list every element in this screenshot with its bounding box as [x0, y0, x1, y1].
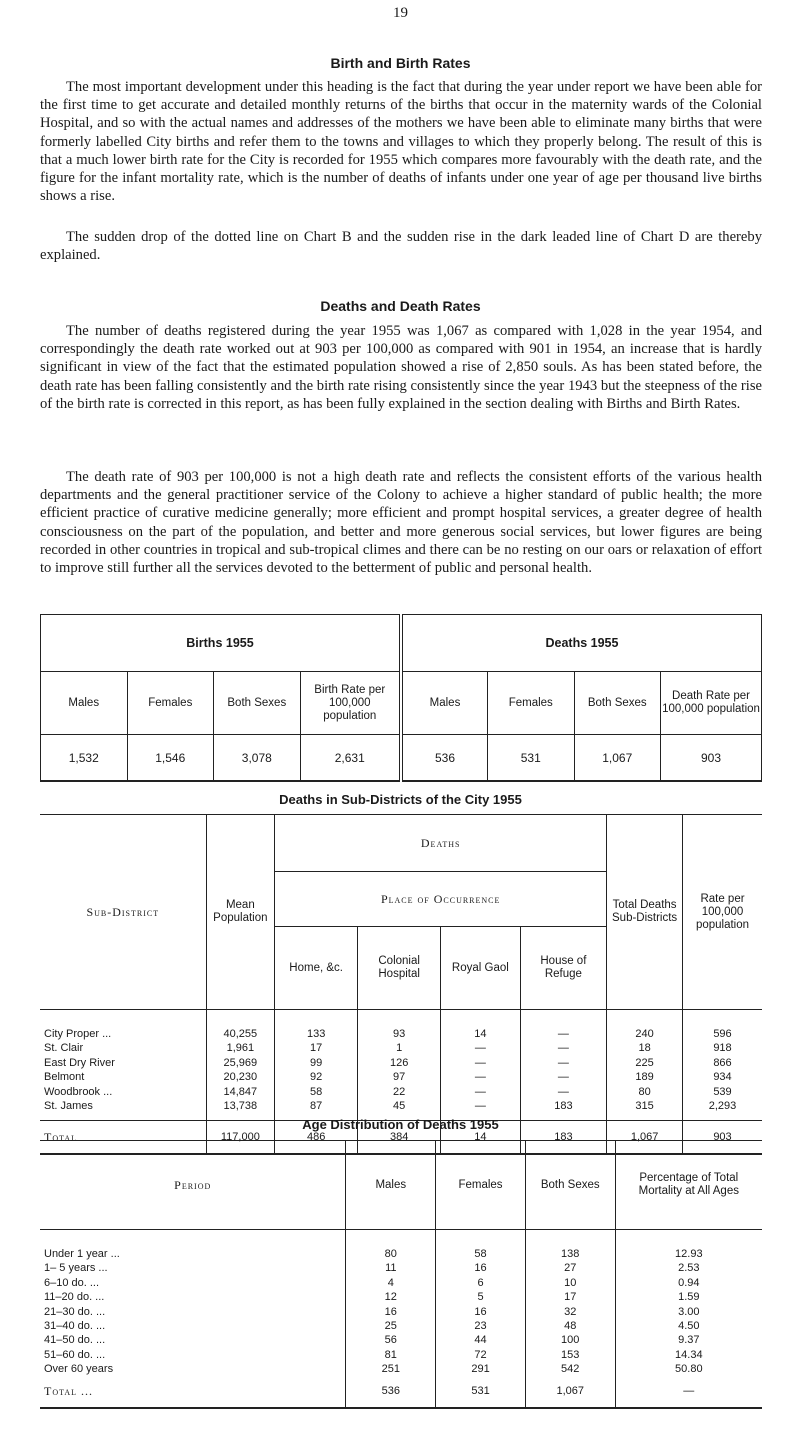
table-cell: 12.93 [615, 1230, 762, 1262]
table-cell: — [441, 1099, 520, 1121]
column-header: Both Sexes [214, 672, 301, 735]
table-cell: 14.34 [615, 1348, 762, 1362]
column-header: House of Refuge [520, 927, 607, 1010]
column-header: Males [401, 672, 488, 735]
table-cell: 72 [436, 1348, 526, 1362]
table-cell: 13,738 [206, 1099, 275, 1121]
row-label: Total ... [40, 1377, 346, 1408]
table-cell: 1,067 [525, 1377, 615, 1408]
table-cell: 542 [525, 1362, 615, 1376]
column-header: Sub-District [40, 815, 206, 1010]
table-total-row [40, 1377, 762, 1408]
paragraph: The death rate of 903 per 100,000 is not a high death rate and reflects the consistent efforts of the various health departments and the general practitioner service of the Colony to achieve a higher standard of public health; the more efficient practice of curative medicine generally; more efficient and prompt hospital services, a greater degree of health consciousness on the part of the population, and better and more generous social services, but lower figures are being recorded in other countries in tropical and sub-tropical climes and there can be no resting on our oars or relaxation of effort to improve still further all the services devoted to the betterment of public and personal health. [40, 469, 762, 577]
column-header: Females [127, 672, 214, 735]
table-cell: 486 [275, 1121, 358, 1155]
table-row [40, 1041, 762, 1055]
column-header: Females [436, 1141, 526, 1230]
table-cell: 99 [275, 1056, 358, 1070]
table-cell: 10 [525, 1276, 615, 1290]
column-header: Percentage of Total Mortality at All Ages [615, 1141, 762, 1230]
table-cell: 153 [525, 1348, 615, 1362]
table-cell: 14 [441, 1121, 520, 1155]
table-cell: 3,078 [214, 735, 301, 782]
table-cell: 16 [346, 1305, 436, 1319]
column-header: Royal Gaol [441, 927, 520, 1010]
table-cell: 11 [346, 1261, 436, 1275]
table-cell: 183 [520, 1099, 607, 1121]
row-label: 51–60 do. ... [40, 1348, 346, 1362]
table-cell: 20,230 [206, 1070, 275, 1084]
births-group-header: Births 1955 [41, 615, 401, 672]
row-label: 41–50 do. ... [40, 1333, 346, 1347]
table-cell: 1,546 [127, 735, 214, 782]
table-cell: 531 [436, 1377, 526, 1408]
table-cell: 12 [346, 1290, 436, 1304]
table-caption-subdistricts: Deaths in Sub-Districts of the City 1955 [279, 792, 522, 807]
table-cell: 4 [346, 1276, 436, 1290]
age-distribution-table [40, 1140, 762, 1409]
table-cell: 117,000 [206, 1121, 275, 1155]
table-cell: 240 [607, 1010, 683, 1042]
row-label: St. James [40, 1099, 206, 1121]
table-cell: 536 [401, 735, 488, 782]
table-cell: — [520, 1056, 607, 1070]
table-cell: 2,631 [300, 735, 401, 782]
table-cell: 531 [488, 735, 575, 782]
table-cell: 18 [607, 1041, 683, 1055]
table-row [40, 1362, 762, 1376]
table-cell: 25 [346, 1319, 436, 1333]
row-label: 6–10 do. ... [40, 1276, 346, 1290]
table-cell: 32 [525, 1305, 615, 1319]
table-cell: 16 [436, 1261, 526, 1275]
column-header: Colonial Hospital [358, 927, 441, 1010]
table-row [40, 1319, 762, 1333]
table-cell: 80 [346, 1230, 436, 1262]
table-cell: — [441, 1056, 520, 1070]
table-cell: 58 [275, 1085, 358, 1099]
table-cell: 291 [436, 1362, 526, 1376]
table-cell: 1,067 [574, 735, 661, 782]
table-cell: 16 [436, 1305, 526, 1319]
row-label: 21–30 do. ... [40, 1305, 346, 1319]
table-caption-age-distribution: Age Distribution of Deaths 1955 [302, 1117, 499, 1132]
table-cell: 23 [436, 1319, 526, 1333]
table-row [40, 1085, 762, 1099]
row-label: City Proper ... [40, 1010, 206, 1042]
section-heading-births: Birth and Birth Rates [330, 55, 471, 71]
table-row [40, 1276, 762, 1290]
table-cell: 903 [661, 735, 762, 782]
table-cell: 48 [525, 1319, 615, 1333]
section-heading-deaths: Deaths and Death Rates [320, 298, 481, 314]
table-row [40, 1056, 762, 1070]
column-header: Both Sexes [574, 672, 661, 735]
row-label: Woodbrook ... [40, 1085, 206, 1099]
table-cell: 87 [275, 1099, 358, 1121]
table-cell: 596 [683, 1010, 763, 1042]
row-label: Under 1 year ... [40, 1230, 346, 1262]
table-cell: 92 [275, 1070, 358, 1084]
table-cell: 3.00 [615, 1305, 762, 1319]
table-row [40, 1070, 762, 1084]
births-deaths-table [40, 614, 762, 782]
table-cell: 1,961 [206, 1041, 275, 1055]
row-label: 11–20 do. ... [40, 1290, 346, 1304]
table-row [40, 1305, 762, 1319]
table-cell: 2.53 [615, 1261, 762, 1275]
table-cell: 903 [683, 1121, 763, 1155]
table-cell: 50.80 [615, 1362, 762, 1376]
table-cell: 1,532 [41, 735, 128, 782]
table-row [40, 1261, 762, 1275]
table-cell: 17 [275, 1041, 358, 1055]
table-cell: 27 [525, 1261, 615, 1275]
table-cell: 1.59 [615, 1290, 762, 1304]
table-cell: 1,067 [607, 1121, 683, 1155]
table-cell: 25,969 [206, 1056, 275, 1070]
table-cell: 93 [358, 1010, 441, 1042]
table-cell: 138 [525, 1230, 615, 1262]
table-cell: 45 [358, 1099, 441, 1121]
row-label: St. Clair [40, 1041, 206, 1055]
table-cell: 539 [683, 1085, 763, 1099]
column-header: Total Deaths Sub-Districts [607, 815, 683, 1010]
table-row [40, 1010, 762, 1042]
table-cell: 40,255 [206, 1010, 275, 1042]
table-cell: 0.94 [615, 1276, 762, 1290]
table-cell: 14,847 [206, 1085, 275, 1099]
row-label: East Dry River [40, 1056, 206, 1070]
table-cell: 100 [525, 1333, 615, 1347]
table-row [40, 1348, 762, 1362]
paragraph: The number of deaths registered during the year 1955 was 1,067 as compared with 1,028 in the year 1954, and correspondingly the death rate worked out at 903 per 100,000 as compared with 901 in 1954, an increase that is hardly significant in view of the fact that the estimated population showed a rise of 2,850 souls. As has been stated before, the death rate has been falling consistently and the birth rate rising consistently since the year 1943 but the steepness of the rise of the birth rate is corrected in this report, as has been fully explained in the section dealing with Births and Birth Rates. [40, 323, 762, 412]
table-cell: 189 [607, 1070, 683, 1084]
table-cell: 5 [436, 1290, 526, 1304]
column-header: Period [40, 1141, 346, 1230]
paragraph: The sudden drop of the dotted line on Chart B and the sudden rise in the dark leaded line of Chart D are thereby explained. [40, 229, 762, 264]
table-cell: 251 [346, 1362, 436, 1376]
column-header: Home, &c. [275, 927, 358, 1010]
row-label: 1– 5 years ... [40, 1261, 346, 1275]
table-cell: 1 [358, 1041, 441, 1055]
column-header: Birth Rate per 100,000 population [300, 672, 401, 735]
table-cell: 17 [525, 1290, 615, 1304]
table-cell: 97 [358, 1070, 441, 1084]
table-cell: 133 [275, 1010, 358, 1042]
table-cell: — [520, 1041, 607, 1055]
table-cell: 80 [607, 1085, 683, 1099]
deaths-group-header: Deaths 1955 [401, 615, 762, 672]
table-cell: 58 [436, 1230, 526, 1262]
row-label: Total [40, 1121, 206, 1155]
table-cell: 6 [436, 1276, 526, 1290]
table-cell: 384 [358, 1121, 441, 1155]
row-label: Belmont [40, 1070, 206, 1084]
table-row [40, 1230, 762, 1262]
table-cell: 866 [683, 1056, 763, 1070]
paragraph: The most important development under this heading is the fact that during the year under report we have been able for the first time to get accurate and detailed monthly returns of the births that occur in the maternity wards of the Colonial Hospital, and so with the actual names and addresses of the mothers we have been able to eliminate many births that were formerly labelled City births and refer them to the towns and villages to which they properly belong. The result of this is that a much lower birth rate for the City is recorded for 1955 which compares more favourably with the death rate, and the figure for the infant mortality rate, which is the number of deaths of infants under one year of age per thousand live births shows a rise. [40, 79, 762, 205]
column-header: Males [41, 672, 128, 735]
table-cell: 14 [441, 1010, 520, 1042]
table-cell: 225 [607, 1056, 683, 1070]
table-cell: 934 [683, 1070, 763, 1084]
table-cell: — [520, 1010, 607, 1042]
table-cell: — [441, 1070, 520, 1084]
column-header: Mean Population [206, 815, 275, 1010]
table-cell: 918 [683, 1041, 763, 1055]
column-header: Females [488, 672, 575, 735]
column-header: Males [346, 1141, 436, 1230]
subdistrict-deaths-table [40, 814, 762, 1155]
column-header: Both Sexes [525, 1141, 615, 1230]
table-cell: 2,293 [683, 1099, 763, 1121]
table-cell: — [520, 1070, 607, 1084]
table-cell: — [615, 1377, 762, 1408]
row-label: 31–40 do. ... [40, 1319, 346, 1333]
table-cell: 81 [346, 1348, 436, 1362]
page-number: 19 [393, 5, 408, 21]
table-row [40, 1290, 762, 1304]
column-header: Place of Occurrence [275, 872, 607, 927]
column-header: Death Rate per 100,000 population [661, 672, 762, 735]
row-label: Over 60 years [40, 1362, 346, 1376]
table-cell: — [441, 1041, 520, 1055]
table-cell: 22 [358, 1085, 441, 1099]
column-header: Rate per 100,000 population [683, 815, 763, 1010]
table-cell: 56 [346, 1333, 436, 1347]
table-cell: 315 [607, 1099, 683, 1121]
table-cell: 9.37 [615, 1333, 762, 1347]
table-cell: 126 [358, 1056, 441, 1070]
table-cell: — [520, 1085, 607, 1099]
table-cell: 4.50 [615, 1319, 762, 1333]
table-row [40, 1333, 762, 1347]
table-cell: — [441, 1085, 520, 1099]
table-cell: 536 [346, 1377, 436, 1408]
column-header: Deaths [275, 815, 607, 872]
table-cell: 44 [436, 1333, 526, 1347]
table-cell: 183 [520, 1121, 607, 1155]
